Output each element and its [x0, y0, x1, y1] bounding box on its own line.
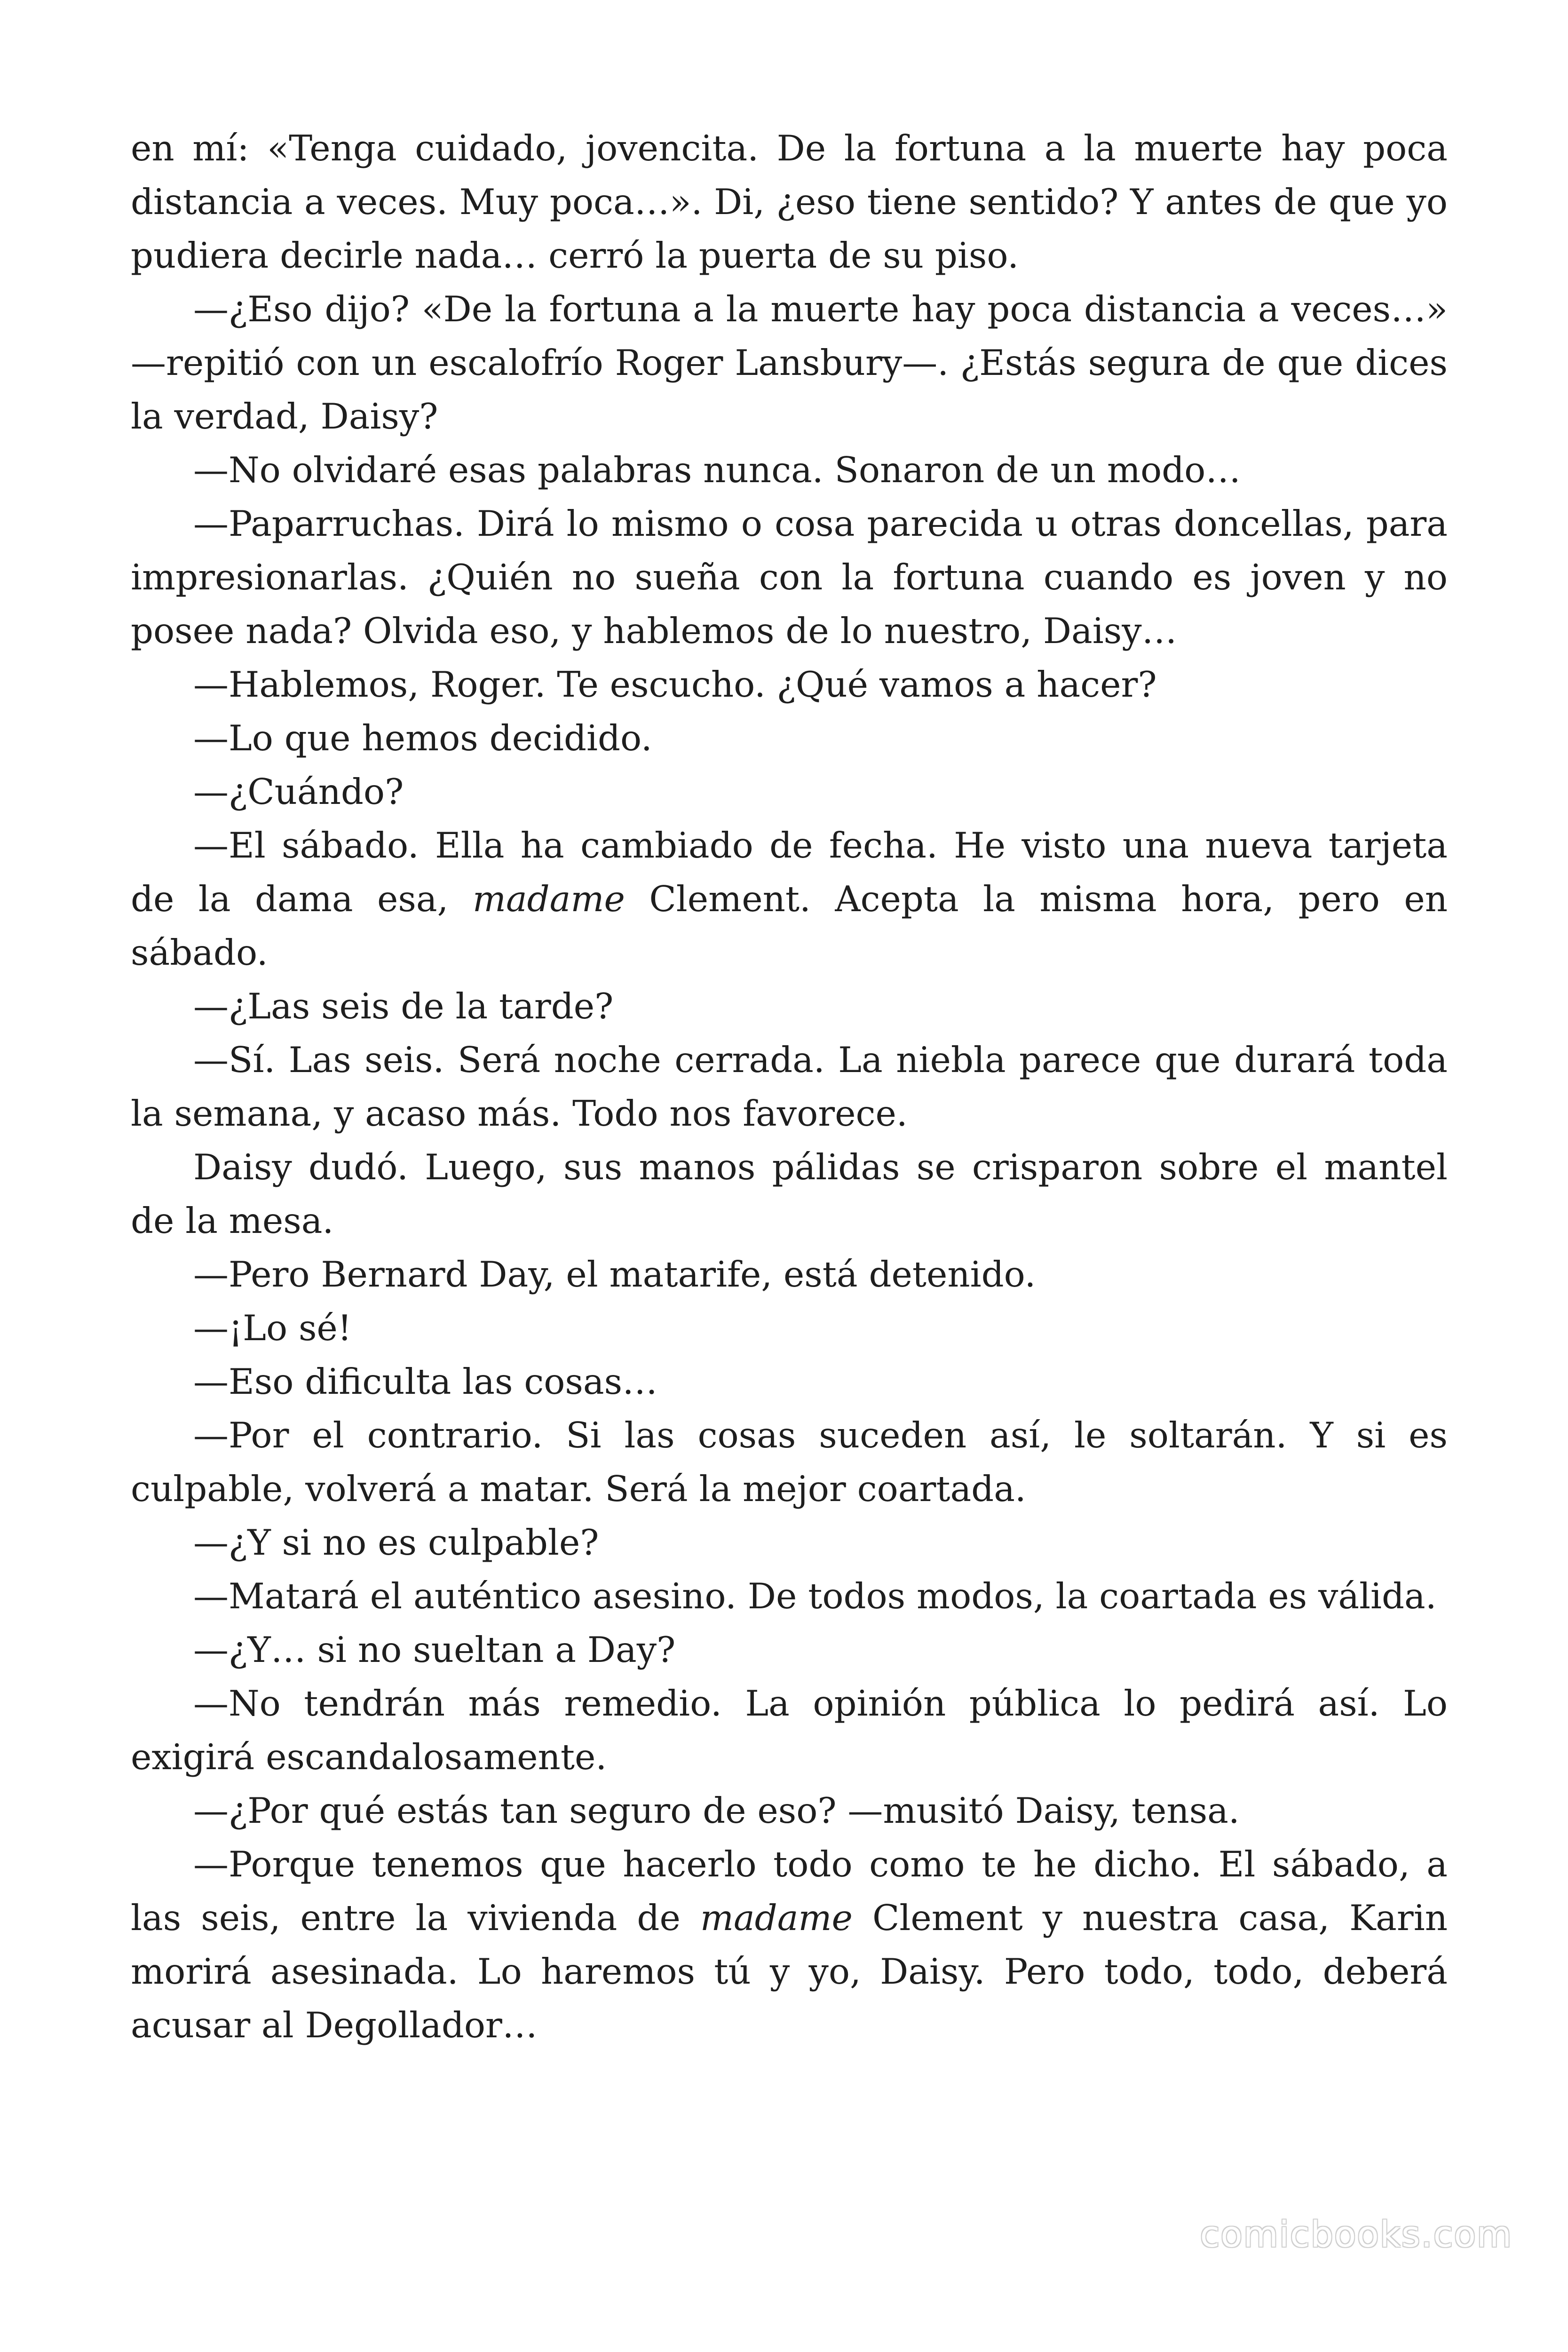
paragraph: —Pero Bernard Day, el matarife, está detenido. [193, 1254, 1036, 1295]
paragraph: —Lo que hemos decidido. [193, 717, 652, 759]
paragraph: —¿Y… si no sueltan a Day? [193, 1629, 676, 1670]
book-page-text [131, 121, 1448, 2052]
paragraph [131, 1837, 1448, 2052]
paragraph: —Matará el auténtico asesino. De todos modos, la coartada es válida. [193, 1575, 1437, 1617]
paragraph-text: —Porque tenemos que hacerlo todo como te he dicho. El sábado, a las seis, entre la vivienda de [131, 1843, 1448, 1939]
paragraph: —¡Lo sé! [193, 1307, 352, 1349]
paragraph-text: —El sábado. Ella ha cambiado de fecha. He visto una nueva tarjeta de la dama esa, [131, 825, 1448, 920]
paragraph: —¿Las seis de la tarde? [193, 985, 614, 1027]
paragraph: —Paparruchas. Dirá lo mismo o cosa parecida u otras doncellas, para impresionarlas. ¿Quién no sueña con la fortuna cuando es joven y no posee nada? Olvida eso, y hablemos de lo nuestro, Daisy… [131, 503, 1448, 652]
paragraph: —Por el contrario. Si las cosas suceden así, le soltarán. Y si es culpable, volverá a matar. Será la mejor coartada. [131, 1414, 1448, 1510]
paragraph: en mí: «Tenga cuidado, jovencita. De la fortuna a la muerte hay poca distancia a veces. Muy poca…». Di, ¿eso tiene sentido? Y antes de que yo pudiera decirle nada… cerró la puerta de su piso. [131, 127, 1448, 276]
paragraph: —¿Y si no es culpable? [193, 1522, 599, 1563]
paragraph: —¿Por qué estás tan seguro de eso? —musitó Daisy, tensa. [193, 1790, 1240, 1831]
paragraph: —¿Eso dijo? «De la fortuna a la muerte hay poca distancia a veces…» —repitió con un escalofrío Roger Lansbury—. ¿Estás segura de que dices la verdad, Daisy? [131, 288, 1448, 437]
paragraph: Daisy dudó. Luego, sus manos pálidas se crisparon sobre el mantel de la mesa. [131, 1146, 1448, 1241]
paragraph: —No olvidaré esas palabras nunca. Sonaron de un modo… [193, 449, 1241, 491]
italic-word: madame [472, 878, 625, 920]
paragraph: —Sí. Las seis. Será noche cerrada. La niebla parece que durará toda la semana, y acaso más. Todo nos favorece. [131, 1039, 1448, 1134]
paragraph: —Hablemos, Roger. Te escucho. ¿Qué vamos a hacer? [193, 664, 1157, 705]
paragraph: —¿Cuándo? [193, 771, 404, 812]
paragraph: —No tendrán más remedio. La opinión pública lo pedirá así. Lo exigirá escandalosamente. [131, 1683, 1448, 1778]
italic-word: madame [700, 1897, 853, 1939]
watermark: comicbooks.com [1200, 2213, 1513, 2255]
paragraph [131, 818, 1448, 979]
paragraph: —Eso dificulta las cosas… [193, 1361, 658, 1402]
paragraph-text: Clement. Acepta la misma hora, pero en sábado. [131, 878, 1448, 973]
paragraph-text: Clement y nuestra casa, Karin morirá asesinada. Lo haremos tú y yo, Daisy. Pero todo, todo, deberá acusar al Degollador… [131, 1897, 1448, 2046]
